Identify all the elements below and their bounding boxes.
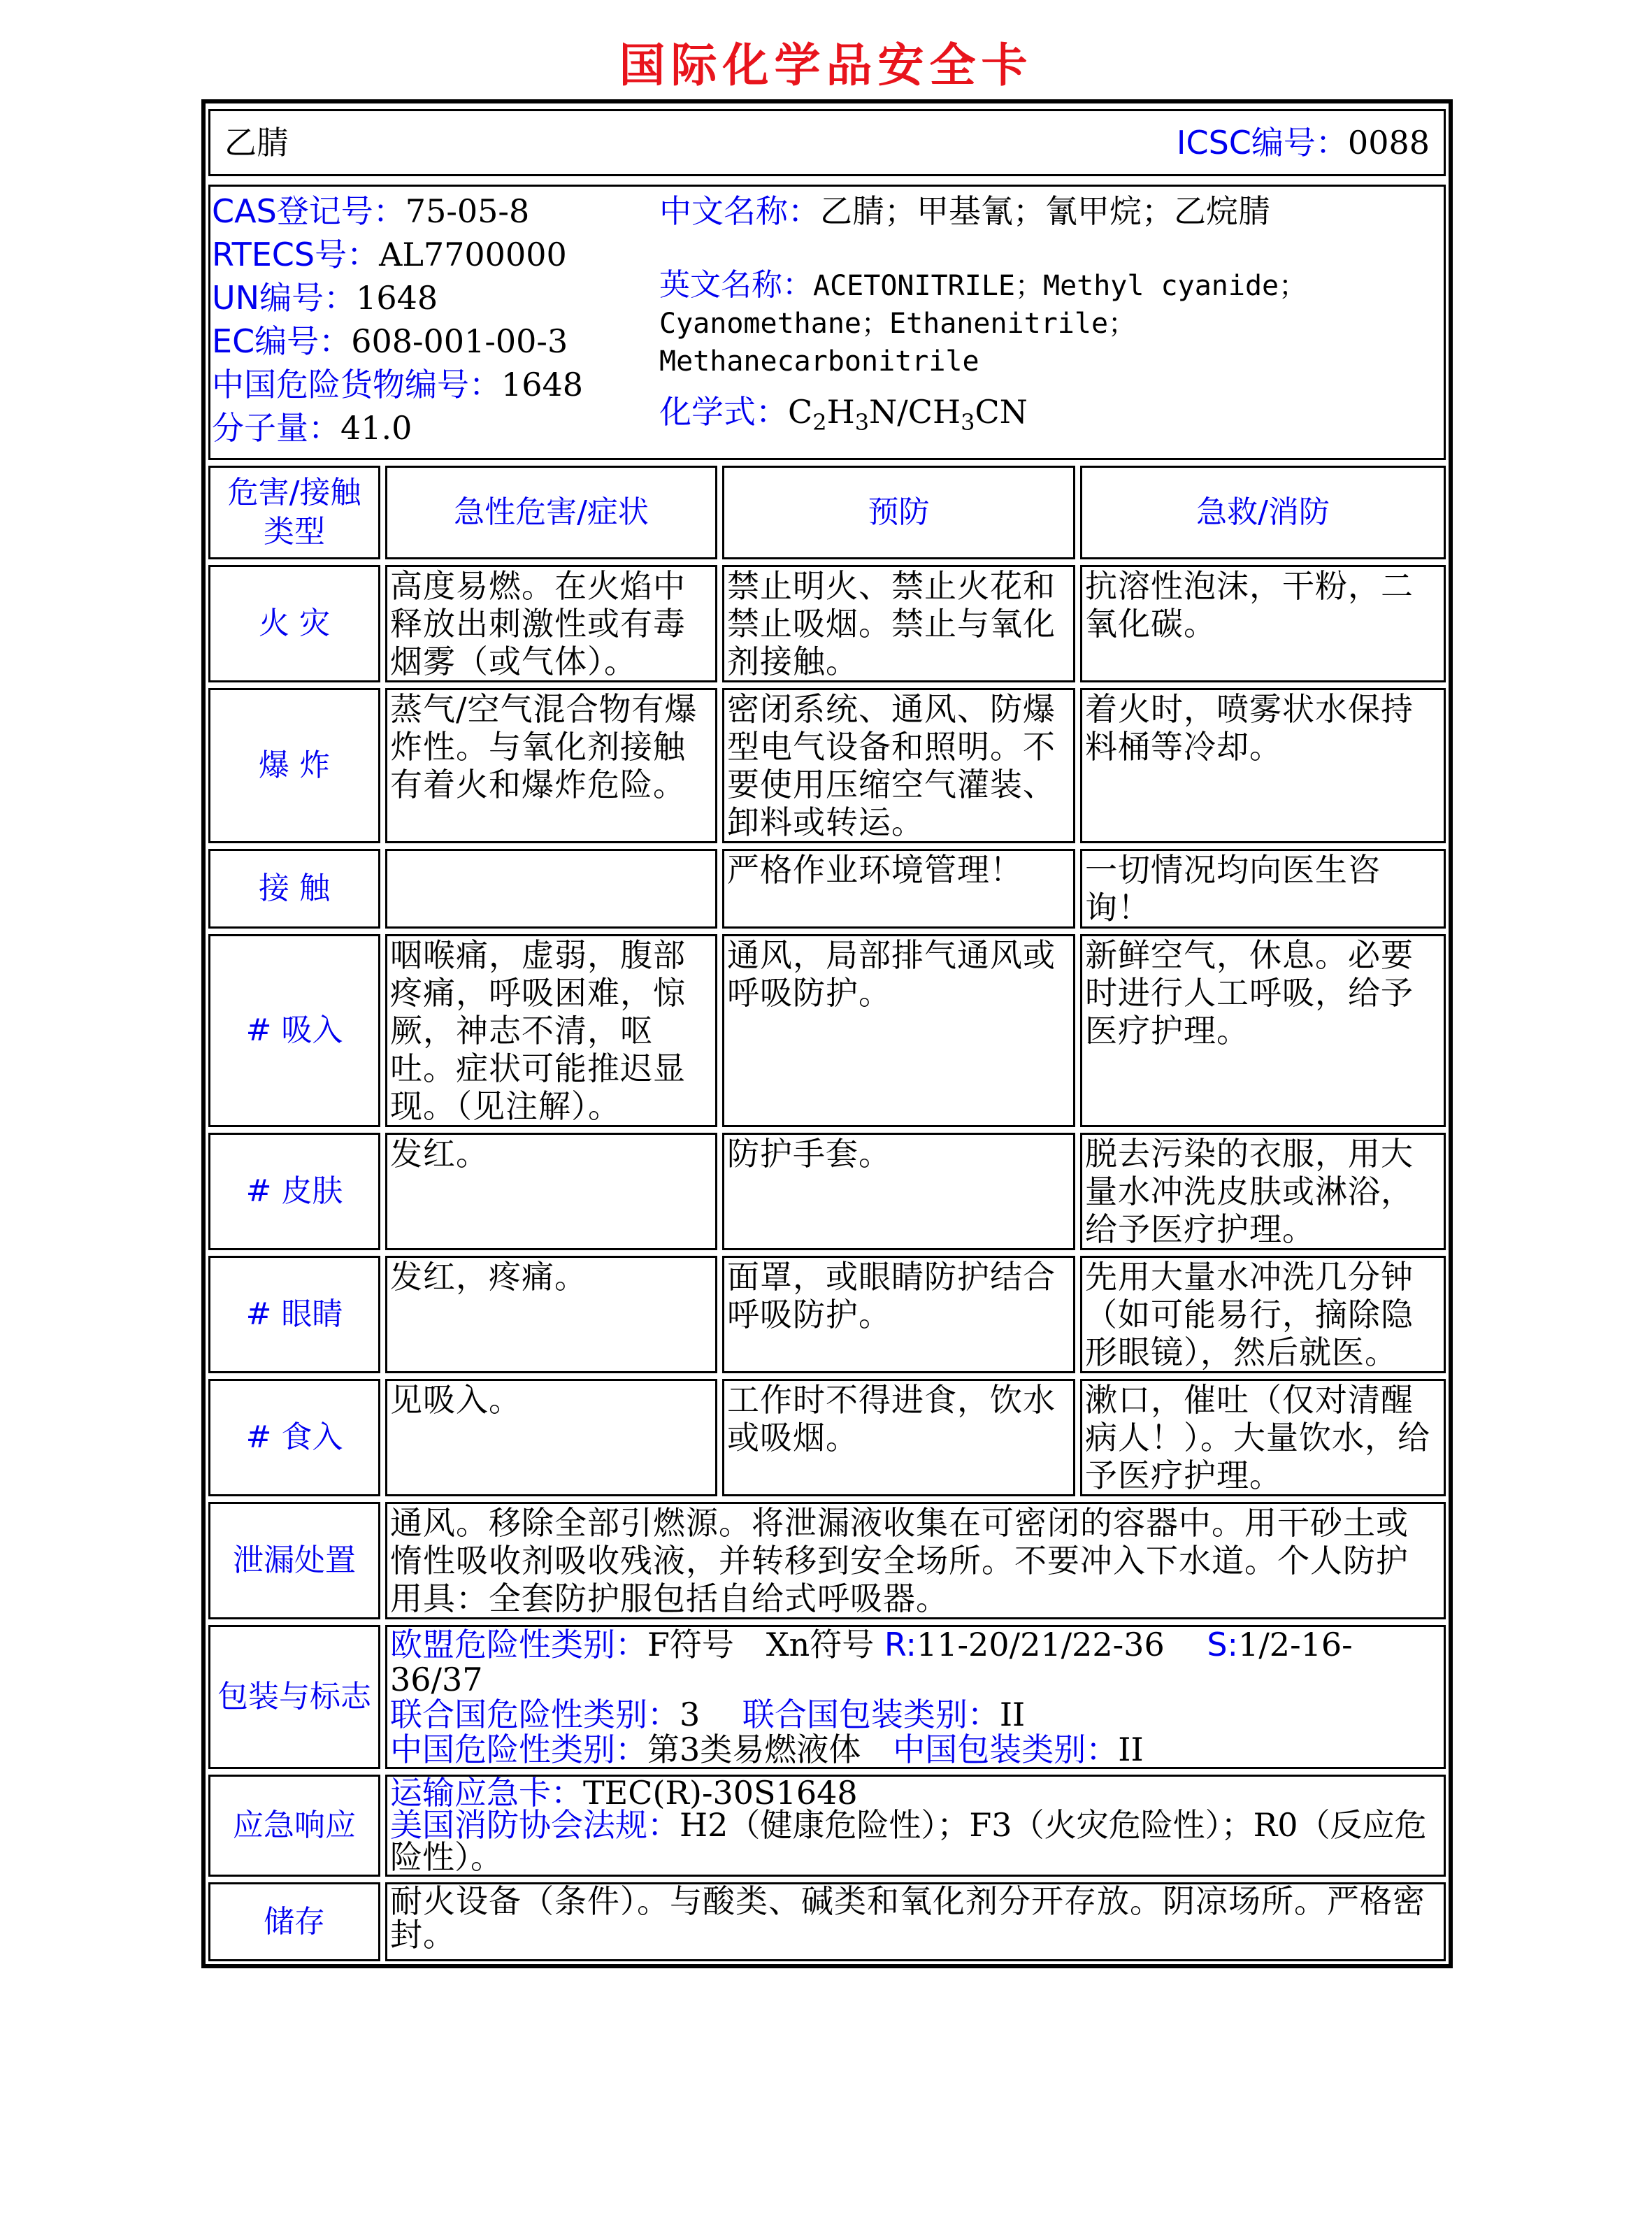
col-header-prevention: 预防 bbox=[722, 466, 1075, 559]
emergency-text bbox=[385, 1775, 1446, 1877]
row-prevention: 通风，局部排气通风或呼吸防护。 bbox=[722, 934, 1075, 1127]
nfpa-label: 美国消防协会法规： bbox=[390, 1806, 680, 1844]
packaging-text bbox=[385, 1625, 1446, 1769]
cn-dg-value: 1648 bbox=[501, 366, 584, 403]
table-row bbox=[208, 934, 1446, 1127]
col-header-hazard: 急性危害/症状 bbox=[385, 466, 717, 559]
table-row bbox=[208, 1133, 1446, 1250]
emergency-label: 应急响应 bbox=[208, 1775, 380, 1877]
storage-row bbox=[208, 1882, 1446, 1961]
table-row bbox=[208, 1256, 1446, 1373]
row-prevention: 面罩，或眼睛防护结合呼吸防护。 bbox=[722, 1256, 1075, 1373]
cn-pack-value: II bbox=[1118, 1731, 1144, 1768]
row-aid: 漱口，催吐（仅对清醒病人！）。大量饮水，给予医疗护理。 bbox=[1080, 1379, 1446, 1496]
cas-label: CAS登记号： bbox=[212, 192, 405, 230]
safety-card bbox=[201, 99, 1453, 1968]
row-hazard: 蒸气/空气混合物有爆炸性。与氧化剂接触有着火和爆炸危险。 bbox=[385, 688, 717, 843]
un-pack-label: 联合国包装类别： bbox=[742, 1696, 1000, 1733]
row-hazard: 咽喉痛，虚弱，腹部疼痛，呼吸困难，惊厥，神志不清，呕吐。症状可能推迟显现。（见注解）。 bbox=[385, 934, 717, 1127]
row-type: 接 触 bbox=[208, 849, 380, 929]
en-name-2: Cyanomethane；Ethanenitrile； bbox=[659, 308, 1137, 340]
icsc-label: ICSC编号： bbox=[1176, 124, 1348, 162]
row-aid: 先用大量水冲洗几分钟（如可能易行，摘除隐形眼镜），然后就医。 bbox=[1080, 1256, 1446, 1373]
chemical-name: 乙腈 bbox=[224, 124, 289, 162]
cn-class-label: 中国危险性类别： bbox=[390, 1731, 647, 1768]
storage-label: 储存 bbox=[208, 1882, 380, 1961]
row-type: 火 灾 bbox=[208, 565, 380, 682]
info-table bbox=[208, 179, 1446, 466]
cn-name-value: 乙腈；甲基氰；氰甲烷；乙烷腈 bbox=[820, 192, 1270, 230]
table-row bbox=[208, 1379, 1446, 1496]
page-title: 国际化学品安全卡 bbox=[619, 38, 1033, 92]
row-hazard: 见吸入。 bbox=[385, 1379, 717, 1496]
r-value: 11-20/21/22-36 bbox=[916, 1626, 1207, 1663]
row-type: # 吸入 bbox=[208, 934, 380, 1127]
icsc-value: 0088 bbox=[1347, 124, 1430, 162]
formula-value: $C_2H_3N/CH_3CN$ bbox=[788, 393, 1028, 436]
spill-label: 泄漏处置 bbox=[208, 1502, 380, 1619]
col-header-type: 危害/接触类型 bbox=[208, 466, 380, 559]
mw-label: 分子量： bbox=[212, 409, 340, 447]
r-label: R: bbox=[884, 1626, 917, 1663]
un-label: UN编号： bbox=[212, 279, 357, 317]
identifiers-cell bbox=[208, 185, 1446, 460]
row-type: 爆 炸 bbox=[208, 688, 380, 843]
un-pack-value: II bbox=[999, 1696, 1026, 1733]
row-prevention: 禁止明火、禁止火花和禁止吸烟。禁止与氧化剂接触。 bbox=[722, 565, 1075, 682]
s-value: 1/2-16-36/37 bbox=[390, 1626, 1353, 1698]
spill-text: 通风。移除全部引燃源。将泄漏液收集在可密闭的容器中。用干砂土或惰性吸收剂吸收残液，并转移到安全场所。不要冲入下水道。个人防护用具：全套防护服包括自给式呼吸器。 bbox=[385, 1502, 1446, 1619]
en-name-label: 英文名称： bbox=[659, 267, 813, 303]
header-row bbox=[208, 109, 1446, 176]
s-label: S: bbox=[1207, 1626, 1239, 1663]
table-row bbox=[208, 688, 1446, 843]
formula-label: 化学式： bbox=[659, 393, 788, 431]
packaging-label: 包装与标志 bbox=[208, 1625, 380, 1769]
emergency-row bbox=[208, 1775, 1446, 1877]
ec-value: 608-001-00-3 bbox=[351, 322, 568, 360]
row-aid: 新鲜空气，休息。必要时进行人工呼吸，给予医疗护理。 bbox=[1080, 934, 1446, 1127]
row-aid: 抗溶性泡沫，干粉，二氧化碳。 bbox=[1080, 565, 1446, 682]
row-aid: 脱去污染的衣服，用大量水冲洗皮肤或淋浴，给予医疗护理。 bbox=[1080, 1133, 1446, 1250]
cn-name-label: 中文名称： bbox=[659, 192, 820, 230]
table-row bbox=[208, 565, 1446, 682]
rtecs-value: AL7700000 bbox=[379, 236, 567, 273]
eu-class-label: 欧盟危险性类别： bbox=[390, 1626, 647, 1663]
un-class-label: 联合国危险性类别： bbox=[390, 1696, 680, 1733]
storage-text: 耐火设备（条件）。与酸类、碱类和氧化剂分开存放。阴凉场所。严格密封。 bbox=[385, 1882, 1446, 1961]
un-value: 1648 bbox=[356, 279, 438, 317]
row-type: # 眼睛 bbox=[208, 1256, 380, 1373]
row-hazard: 高度易燃。在火焰中释放出刺激性或有毒烟雾（或气体）。 bbox=[385, 565, 717, 682]
mw-value: 41.0 bbox=[340, 409, 412, 447]
en-name-1: ACETONITRILE；Methyl cyanide； bbox=[813, 270, 1307, 302]
row-type: # 食入 bbox=[208, 1379, 380, 1496]
column-header-row bbox=[208, 466, 1446, 559]
row-hazard: 发红，疼痛。 bbox=[385, 1256, 717, 1373]
row-aid: 着火时，喷雾状水保持料桶等冷却。 bbox=[1080, 688, 1446, 843]
cn-class-value: 第3类易燃液体 bbox=[647, 1731, 893, 1768]
row-type: # 皮肤 bbox=[208, 1133, 380, 1250]
row-prevention: 严格作业环境管理！ bbox=[722, 849, 1075, 929]
row-hazard bbox=[385, 849, 717, 929]
row-prevention: 工作时不得进食，饮水或吸烟。 bbox=[722, 1379, 1075, 1496]
nfpa-value: H2（健康危险性）；F3（火灾危险性）；R0（反应危险性）。 bbox=[390, 1806, 1427, 1876]
cn-dg-label: 中国危险货物编号： bbox=[212, 366, 501, 403]
eu-class-value: F符号 Xn符号 bbox=[647, 1626, 884, 1663]
table-row bbox=[208, 849, 1446, 929]
en-name-3: Methanecarbonitrile bbox=[659, 345, 979, 378]
transport-card-label: 运输应急卡： bbox=[390, 1775, 583, 1812]
row-aid: 一切情况均向医生咨询！ bbox=[1080, 849, 1446, 929]
cn-pack-label: 中国包装类别： bbox=[893, 1731, 1119, 1768]
un-class-value: 3 bbox=[680, 1696, 742, 1733]
header-table bbox=[208, 103, 1446, 182]
packaging-row bbox=[208, 1625, 1446, 1769]
rtecs-label: RTECS号： bbox=[212, 236, 380, 273]
transport-card-value: TEC(R)-30S1648 bbox=[583, 1775, 858, 1812]
row-hazard: 发红。 bbox=[385, 1133, 717, 1250]
spill-row bbox=[208, 1502, 1446, 1619]
hazard-table bbox=[203, 460, 1451, 1967]
cas-value: 75-05-8 bbox=[405, 192, 530, 230]
row-prevention: 密闭系统、通风、防爆型电气设备和照明。不要使用压缩空气灌装、卸料或转运。 bbox=[722, 688, 1075, 843]
col-header-aid: 急救/消防 bbox=[1080, 466, 1446, 559]
ec-label: EC编号： bbox=[212, 322, 352, 360]
row-prevention: 防护手套。 bbox=[722, 1133, 1075, 1250]
